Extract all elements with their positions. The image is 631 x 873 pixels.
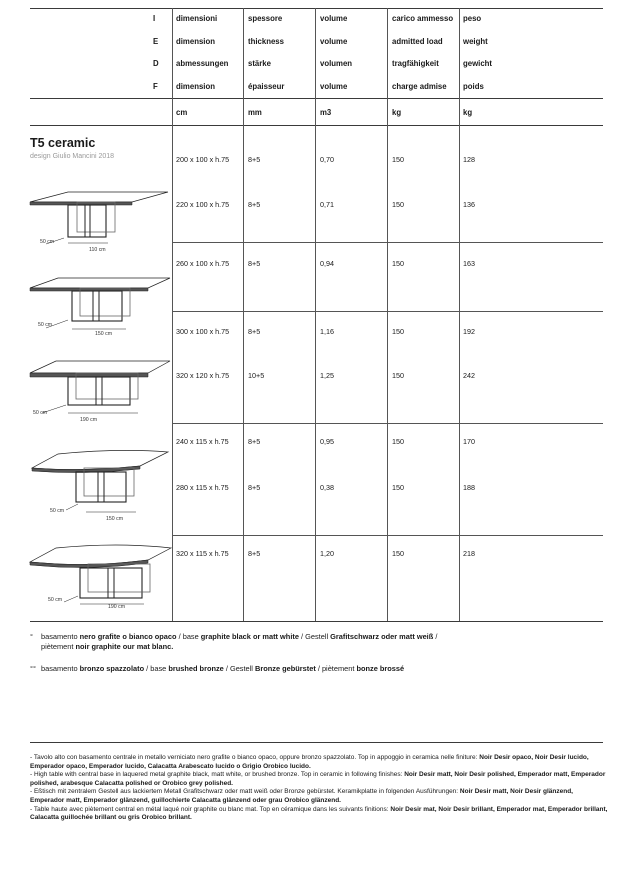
header-thickness-de: stärke: [248, 59, 271, 68]
unit-thickness: mm: [248, 108, 262, 117]
product-designer: design Giulio Mancini 2018: [30, 153, 115, 160]
drawing-depth-label: 50 cm: [48, 597, 63, 603]
row-weight: 188: [463, 483, 475, 492]
note-text: / base: [144, 664, 169, 673]
row-dimensions: 280 x 115 x h.75: [176, 483, 229, 492]
row-thickness: 8+5: [248, 155, 261, 164]
row-dimensions: 320 x 115 x h.75: [176, 549, 229, 558]
note-symbol: °: [30, 632, 33, 641]
header-dimensions-en: dimension: [176, 37, 215, 46]
row-load: 150: [392, 155, 404, 164]
unit-weight: kg: [463, 108, 473, 117]
note-text-bold: bonze brossé: [356, 664, 405, 673]
note-text-bold: Grafitschwarz oder matt weiß: [330, 632, 434, 641]
row-volume: 0,95: [320, 437, 334, 446]
row-load: 150: [392, 259, 404, 268]
table-drawing: [28, 355, 173, 427]
header-load-en: admitted load: [392, 37, 443, 46]
units-bottom-rule: [30, 125, 603, 126]
row-weight: 218: [463, 549, 475, 558]
drawing-depth-label: 50 cm: [33, 410, 48, 416]
note-text-bold: noir graphite our mat blanc.: [75, 642, 174, 651]
row-volume: 0,70: [320, 155, 334, 164]
footnote-it: - Tavolo alto con basamento centrale in metallo verniciato nero grafite o bianco opaco, oppure bronzo spazzolato. Top in appoggio in ceramica nelle finiture: Noir Desir opaco, Noir Desir lucido, Emperador opaco, Emperador lucido, Calacatta Arabescato lucido o Grigio Orobico lucido.: [30, 754, 589, 770]
row-dimensions: 260 x 100 x h.75: [176, 259, 230, 268]
drawing-base-label: 150 cm: [95, 331, 113, 337]
row-weight: 242: [463, 371, 475, 380]
note-text-bold: Bronze gebürstet: [255, 664, 316, 673]
row-volume: 1,25: [320, 371, 334, 380]
header-volume-it: volume: [320, 14, 348, 23]
row-volume: 0,71: [320, 200, 334, 209]
header-dimensions-fr: dimension: [176, 82, 215, 91]
header-load-de: tragfähigkeit: [392, 59, 439, 68]
note-text: / base: [176, 632, 201, 641]
product-title: T5 ceramic: [30, 136, 96, 150]
drawing-depth-label: 50 cm: [50, 508, 65, 514]
header-thickness-en: thickness: [248, 37, 284, 46]
language-code-en: E: [153, 37, 159, 46]
row-volume: 0,94: [320, 259, 334, 268]
row-thickness: 8+5: [248, 549, 261, 558]
row-weight: 136: [463, 200, 475, 209]
footnotes-top-rule: [30, 742, 603, 743]
unit-dimensions: cm: [176, 108, 188, 117]
table-bottom-rule: [30, 621, 603, 622]
header-dimensions-it: dimensioni: [176, 14, 218, 23]
note-text-bold: graphite black or matt white: [200, 632, 299, 641]
row-volume: 1,16: [320, 327, 334, 336]
header-dimensions-de: abmessungen: [176, 59, 229, 68]
header-volume-de: volumen: [320, 59, 353, 68]
footnote-de: - Eßtisch mit zentralem Gestell aus lackiertem Metall Grafitschwarz oder matt weiß oder Bronze gebürstet. Keramikplatte in folgenden Ausführungen: Noir Desir matt, Noir Desir glänzend, Emperador matt, Emperador glänzend, guillochierte Calacatta glänzend oder grau Orobico glänzend.: [30, 788, 573, 804]
row-dimensions: 240 x 115 x h.75: [176, 437, 229, 446]
column-divider: [387, 8, 388, 621]
header-volume-en: volume: [320, 37, 348, 46]
unit-volume: m3: [320, 108, 332, 117]
row-weight: 128: [463, 155, 475, 164]
note-text: basamento: [41, 632, 80, 641]
drawing-base-label: 110 cm: [89, 247, 106, 253]
row-thickness: 8+5: [248, 200, 261, 209]
language-code-it: I: [153, 14, 156, 23]
footnote-en: - High table with central base in laquered metal graphite black, matt white, or brushed bronze. Top in ceramic in following finishes: Noir Desir matt, Noir Desir polished, Emperador matt, Emperador polished, arabesque Calacatta polished or Orobico grey polished.: [30, 771, 606, 787]
header-bottom-rule: [30, 98, 603, 99]
row-weight: 163: [463, 259, 475, 268]
row-dimensions: 300 x 100 x h.75: [176, 327, 230, 336]
row-load: 150: [392, 549, 404, 558]
language-code-de: D: [153, 59, 159, 68]
header-weight-it: peso: [463, 14, 482, 23]
note-text-bold: nero grafite o bianco opaco: [79, 632, 177, 641]
language-code-fr: F: [153, 82, 158, 91]
footnotes: [30, 754, 608, 823]
row-thickness: 8+5: [248, 437, 261, 446]
note-text: /: [433, 632, 438, 641]
note-symbol: °°: [30, 664, 36, 673]
row-volume: 1,20: [320, 549, 334, 558]
note-text-bold: bronzo spazzolato: [79, 664, 145, 673]
note-text: basamento: [41, 664, 80, 673]
header-volume-fr: volume: [320, 82, 348, 91]
note-text: / Gestell: [298, 632, 331, 641]
row-thickness: 8+5: [248, 483, 261, 492]
column-divider: [459, 8, 460, 621]
row-load: 150: [392, 327, 404, 336]
drawing-base-label: 190 cm: [80, 417, 98, 423]
base-note-bronze: [30, 664, 610, 674]
row-thickness: 10+5: [248, 371, 265, 380]
table-top-rule: [30, 8, 603, 9]
row-thickness: 8+5: [248, 327, 261, 336]
drawing-base-label: 150 cm: [106, 516, 124, 522]
row-load: 150: [392, 483, 404, 492]
header-load-it: carico ammesso: [392, 14, 454, 23]
header-weight-en: weight: [463, 37, 488, 46]
base-note-black-white: [30, 632, 610, 652]
note-text-bold: brushed bronze: [168, 664, 224, 673]
drawing-base-label: 190 cm: [108, 604, 126, 610]
row-dimensions: 320 x 120 x h.75: [176, 371, 230, 380]
row-load: 150: [392, 437, 404, 446]
header-weight-de: gewicht: [463, 59, 493, 68]
note-text: / piètement: [315, 664, 357, 673]
row-load: 150: [392, 371, 404, 380]
row-volume: 0,38: [320, 483, 334, 492]
column-divider: [315, 8, 316, 621]
row-dimensions: 220 x 100 x h.75: [176, 200, 230, 209]
header-load-fr: charge admise: [392, 82, 447, 91]
row-weight: 170: [463, 437, 475, 446]
row-thickness: 8+5: [248, 259, 261, 268]
footnote-fr: - Table haute avec piètement central en métal laqué noir graphite ou blanc mat. Top en céramique dans les suivants finitions: Noir Desir mat, Noir Desir brillant, Emperador mat, Emperador brillant, Calacatta guillochée brillant ou gris Orobico brillant.: [30, 805, 608, 822]
row-weight: 192: [463, 327, 475, 336]
note-text: / Gestell: [223, 664, 255, 673]
row-load: 150: [392, 200, 404, 209]
column-divider: [243, 8, 244, 621]
note-text: piètement: [41, 642, 76, 651]
drawing-depth-label: 50 cm: [40, 239, 55, 245]
drawing-depth-label: 50 cm: [38, 322, 53, 328]
header-thickness-fr: épaisseur: [248, 82, 285, 91]
header-thickness-it: spessore: [248, 14, 283, 23]
unit-load: kg: [392, 108, 402, 117]
header-weight-fr: poids: [463, 82, 484, 91]
row-dimensions: 200 x 100 x h.75: [176, 155, 230, 164]
